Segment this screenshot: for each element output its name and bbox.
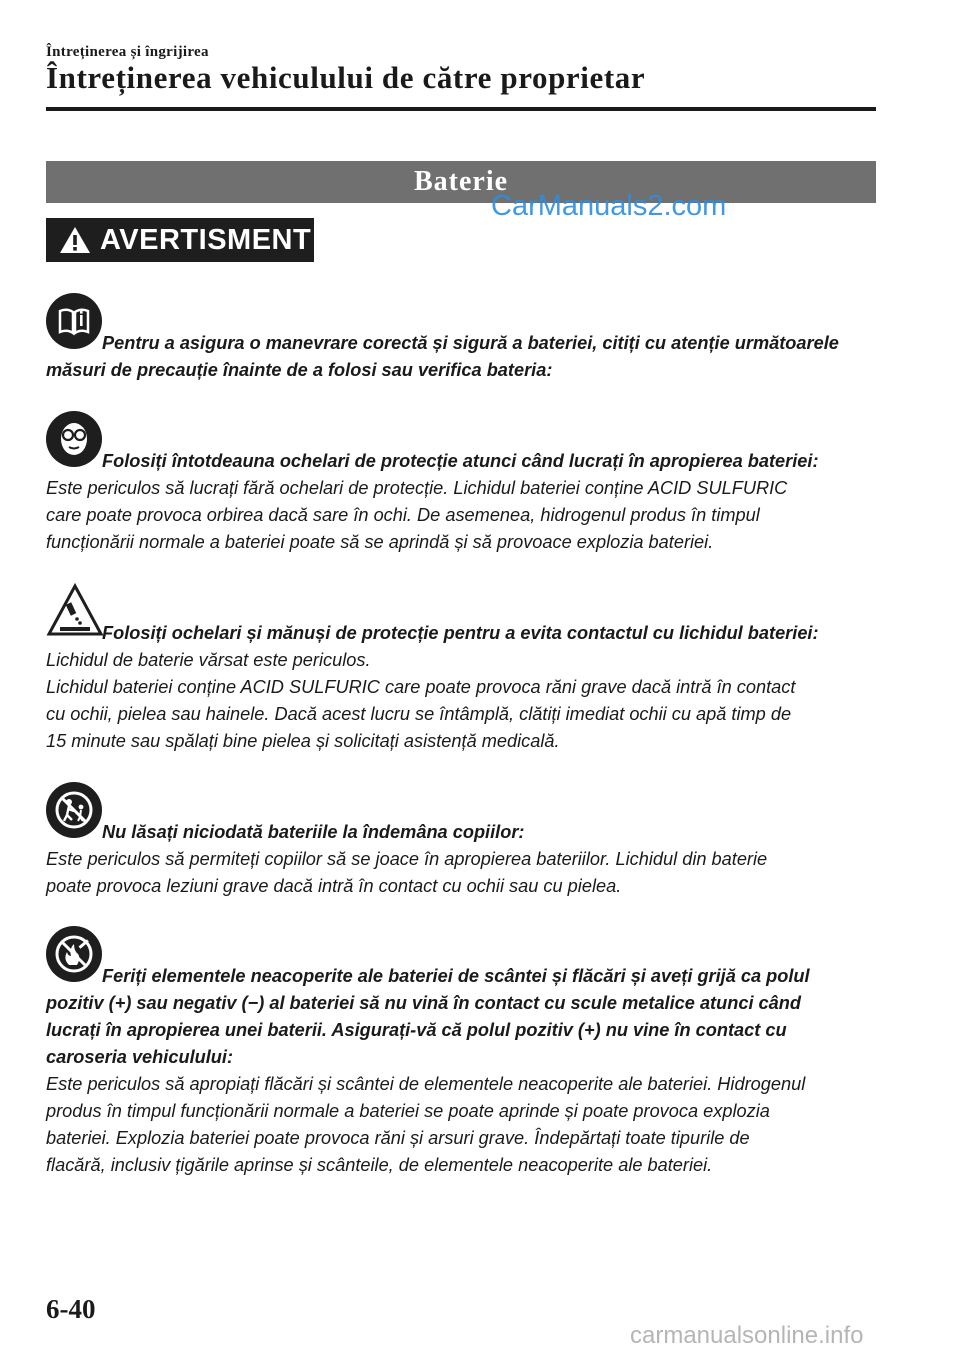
- warning-triangle-icon: [58, 225, 92, 255]
- body-line: bateriei. Explozia bateriei poate provoca răni și arsuri grave. Îndepărtați toate tipurile de: [46, 1128, 750, 1148]
- flames-heading-line: caroseria vehiculului:: [46, 1047, 233, 1067]
- manual-book-icon: [46, 293, 102, 349]
- no-open-flame-icon: [46, 926, 102, 982]
- body-line: produs în timpul funcționării normale a bateriei se poate aprinde și poate provoca explozia: [46, 1101, 770, 1121]
- corrosive-heading: Folosiți ochelari și mănuși de protecție pentru a evita contactul cu lichidul bateriei:: [102, 623, 819, 643]
- children-heading: Nu lăsați niciodată bateriile la îndemâna copiilor:: [102, 822, 525, 842]
- flames-heading-line: lucrați în apropierea unei baterii. Asigurați-vă că polul pozitiv (+) nu vine în contact cu: [46, 1020, 787, 1040]
- body-line: 15 minute sau spălați bine pielea și solicitați asistență medicală.: [46, 731, 560, 751]
- footer-watermark-link[interactable]: carmanualsonline.info: [630, 1322, 864, 1349]
- body-line: Este periculos să lucrați fără ochelari de protecție. Lichidul bateriei conține ACID SULFURIC: [46, 478, 788, 498]
- title-divider: [46, 107, 876, 111]
- body-line: cu ochii, pielea sau hainele. Dacă acest lucru se întâmplă, clătiți imediat ochii cu apă timp de: [46, 704, 792, 724]
- intro-line: măsuri de precauție înainte de a folosi sau verifica bateria:: [46, 360, 553, 380]
- body-line: care poate provoca orbirea dacă sare în ochi. De asemenea, hidrogenul produs în timpul: [46, 505, 760, 525]
- body-line: flacără, inclusiv țigările aprinse și scânteile, de elementele neacoperite ale bateriei.: [46, 1155, 713, 1175]
- body-line: Este periculos să apropiați flăcări și scântei de elementele neacoperite ale bateriei. Hidrogenul: [46, 1074, 806, 1094]
- precaution-intro: [46, 293, 876, 384]
- intro-line: Pentru a asigura o manevrare corectă și sigură a bateriei, citiți cu atenție următoarele: [102, 333, 839, 353]
- precaution-children: [46, 782, 876, 900]
- precaution-flames: [46, 926, 876, 1179]
- precaution-corrosive: [46, 583, 876, 755]
- section-title: Baterie: [413, 166, 509, 197]
- corrosive-hazard-icon: [46, 583, 104, 637]
- warning-label-box: [46, 218, 314, 262]
- body-line: poate provoca leziuni grave dacă intră în contact cu ochii sau cu pielea.: [46, 876, 622, 896]
- warning-label: AVERTISMENT: [100, 223, 312, 256]
- body-line: Este periculos să permiteți copiilor să se joace în apropierea bateriilor. Lichidul din baterie: [46, 849, 768, 869]
- body-line: Lichidul de baterie vărsat este periculos.: [46, 650, 371, 670]
- watermark-link[interactable]: CarManuals2.com: [491, 190, 727, 222]
- keep-away-children-icon: [46, 782, 102, 838]
- flames-heading-line: Feriți elementele neacoperite ale bateriei de scântei și flăcări și aveți grijă ca polul: [102, 966, 810, 986]
- safety-goggles-icon: [46, 411, 102, 467]
- flames-heading-line: pozitiv (+) sau negativ (−) al bateriei să nu vină în contact cu scule metalice atunci când: [46, 993, 802, 1013]
- body-line: Lichidul bateriei conține ACID SULFURIC care poate provoca răni grave dacă intră în contact: [46, 677, 796, 697]
- section-header-bar: [46, 161, 876, 203]
- page-title: Întreținerea vehiculului de către proprietar: [46, 60, 646, 95]
- precaution-goggles: [46, 411, 876, 556]
- goggles-heading: Folosiți întotdeauna ochelari de protecție atunci când lucrați în apropierea bateriei:: [102, 451, 819, 471]
- page-number: 6-40: [46, 1294, 96, 1324]
- body-line: funcționării normale a bateriei poate să se aprindă și să provoace explozia bateriei.: [46, 532, 714, 552]
- breadcrumb: Întreținerea și îngrijirea: [46, 44, 209, 60]
